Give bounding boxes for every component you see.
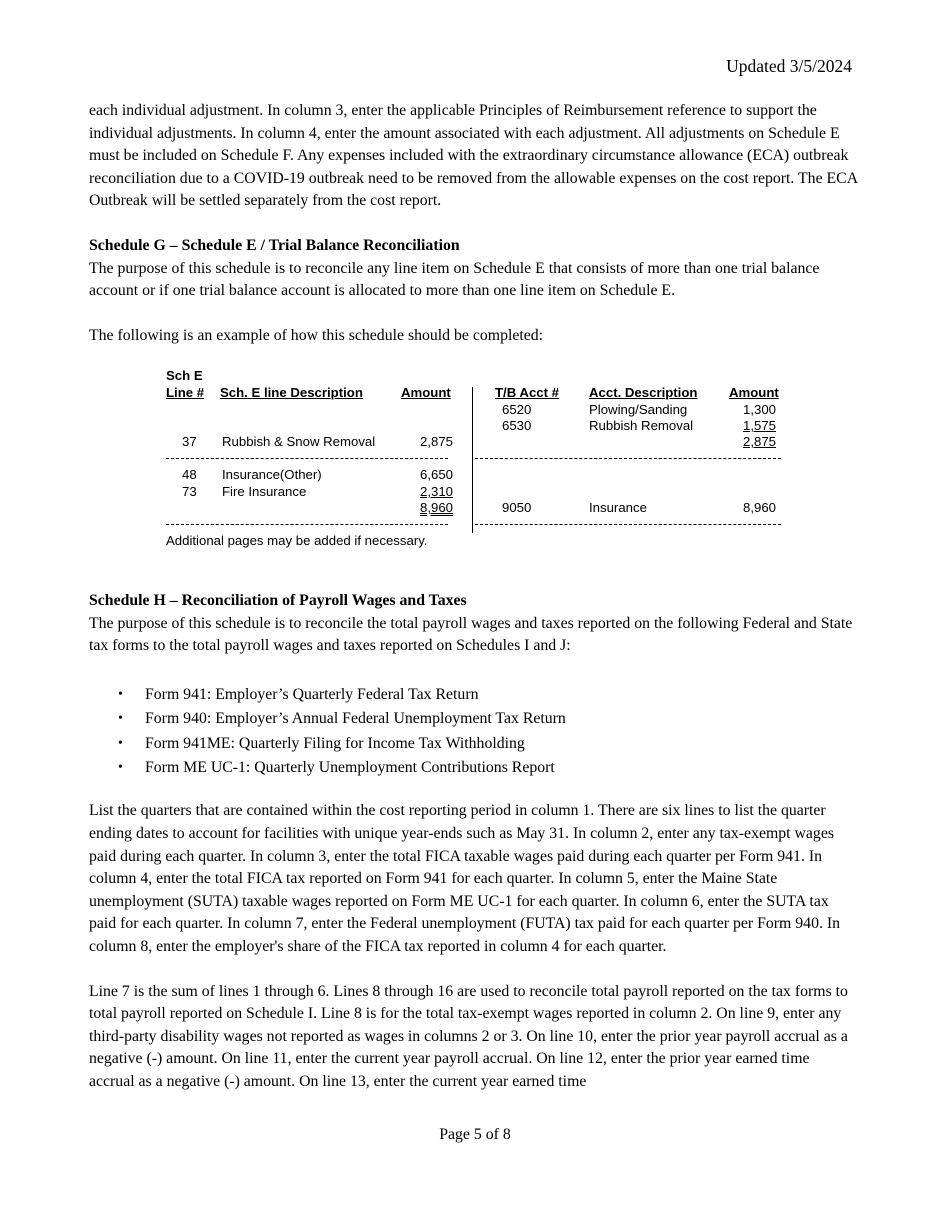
right-row-2-desc: Rubbish Removal xyxy=(589,418,694,433)
left-total-2: 8,960 xyxy=(419,500,453,515)
updated-date: Updated 3/5/2024 xyxy=(726,56,852,76)
bullet-icon: • xyxy=(118,711,123,727)
example-footnote: Additional pages may be added if necessary. xyxy=(166,533,428,548)
schedule-h-heading: Schedule H – Reconciliation of Payroll Wages and Taxes xyxy=(89,592,467,609)
left-row-2-line: 48 xyxy=(182,467,197,482)
schedule-h-section xyxy=(89,590,859,1094)
intro-paragraph: each individual adjustment. In column 3, enter the applicable Principles of Reimbursement reference to support the individual adjustments. In column 4, enter the amount associated with each adjustment. All adjustments on Schedule E must be included on Schedule F. Any expenses included with the extraordinary circumstance allowance (ECA) outbreak reconciliation due to a COVID-19 outbreak need to be removed from the allowable expenses on the cost report. The ECA Outbreak will be settled separately from the cost report. xyxy=(89,102,858,210)
header-tb-acct: T/B Acct # xyxy=(495,385,559,400)
schedule-g-heading: Schedule G – Schedule E / Trial Balance Reconciliation xyxy=(89,236,460,254)
list-item-text: Form 941ME: Quarterly Filing for Income Tax Withholding xyxy=(145,734,525,752)
schedule-g-example-table xyxy=(166,368,806,553)
left-row-1-line: 37 xyxy=(182,434,197,449)
left-row-1-desc: Rubbish & Snow Removal xyxy=(222,434,376,449)
header-line-no: Line # xyxy=(166,385,205,400)
left-row-3-amount: 2,310 xyxy=(419,484,453,499)
header-sch-e-desc: Sch. E line Description xyxy=(220,385,363,400)
bullet-icon: • xyxy=(118,686,123,702)
sch-e-label: Sch E xyxy=(166,368,203,383)
page-number: Page 5 of 8 xyxy=(439,1126,511,1143)
list-item xyxy=(89,683,859,707)
right-row-3-desc: Insurance xyxy=(589,500,647,515)
column-divider xyxy=(472,387,473,533)
right-row-3-acct: 9050 xyxy=(502,500,532,515)
header-amount-left: Amount xyxy=(401,385,451,400)
header-amount-right: Amount xyxy=(729,385,779,400)
list-item-text: Form ME UC-1: Quarterly Unemployment Contributions Report xyxy=(145,759,555,776)
schedule-g-example-intro: The following is an example of how this schedule should be completed: xyxy=(89,326,544,344)
left-row-3-desc: Fire Insurance xyxy=(222,484,307,499)
right-row-2-acct: 6530 xyxy=(502,418,532,433)
page-body xyxy=(89,100,859,347)
tax-forms-list xyxy=(89,683,859,781)
bullet-icon: • xyxy=(118,760,123,775)
schedule-h-paragraph-1: List the quarters that are contained within the cost reporting period in column 1. There are six lines to list the quarter ending dates to account for facilities with unique year-ends such as May 31. In column 2, enter any tax-exempt wages paid during each quarter. In column 3, enter the total FICA taxable wages paid during each quarter per Form 941. In column 4, enter the total FICA tax reported on Form 941 for each quarter. In column 5, enter the Maine State unemployment (SUTA) taxable wages reported on Form ME UC-1 for each quarter. In column 6, enter the SUTA tax paid for each quarter. In column 7, enter the Federal unemployment (FUTA) tax paid for each quarter per Form 940. In column 8, enter the employer's share of the FICA tax reported in column 4 for each quarter. xyxy=(89,802,841,955)
left-row-1-amount: 2,875 xyxy=(419,434,453,449)
separator-left-2 xyxy=(166,524,448,525)
list-item xyxy=(89,756,859,780)
schedule-h-paragraph-2: Line 7 is the sum of lines 1 through 6. Lines 8 through 16 are used to reconcile total payroll reported on the tax forms to total payroll reported on Schedule I. Line 8 is for the total tax-exempt wages reported in column 2. On line 9, enter any third-party disability wages not reported as wages in columns 2 or 3. On line 10, enter the prior year payroll accrual as a negative (-) amount. On line 11, enter the current year payroll accrual. On line 12, enter the prior year earned time accrual as a negative (-) amount. On line 13, enter the current year earned time xyxy=(89,982,848,1090)
right-total-1: 2,875 xyxy=(742,434,776,449)
right-row-1-desc: Plowing/Sanding xyxy=(589,402,688,417)
list-item xyxy=(89,707,859,731)
schedule-g-purpose: The purpose of this schedule is to reconcile any line item on Schedule E that consists of more than one trial balance account or if one trial balance account is allocated to more than one line item on Schedule E. xyxy=(89,259,820,300)
right-row-2-amount: 1,575 xyxy=(742,418,776,433)
left-row-2-amount: 6,650 xyxy=(419,467,453,482)
separator-right-2 xyxy=(475,524,781,525)
header-acct-desc: Acct. Description xyxy=(589,385,698,400)
schedule-h-purpose: The purpose of this schedule is to reconcile the total payroll wages and taxes reported on the following Federal and State tax forms to the total payroll wages and taxes reported on Schedules I and J: xyxy=(89,614,853,655)
left-row-2-desc: Insurance(Other) xyxy=(222,467,322,482)
bullet-icon: • xyxy=(118,735,123,751)
list-item-text: Form 940: Employer’s Annual Federal Unemployment Tax Return xyxy=(145,710,566,728)
separator-left-1 xyxy=(166,458,448,459)
right-row-1-acct: 6520 xyxy=(502,402,532,417)
right-row-3-amount: 8,960 xyxy=(742,500,776,515)
list-item xyxy=(89,732,859,756)
list-item-text: Form 941: Employer’s Quarterly Federal Tax Return xyxy=(145,685,479,703)
separator-right-1 xyxy=(475,458,781,459)
right-row-1-amount: 1,300 xyxy=(742,402,776,417)
left-row-3-line: 73 xyxy=(182,484,197,499)
